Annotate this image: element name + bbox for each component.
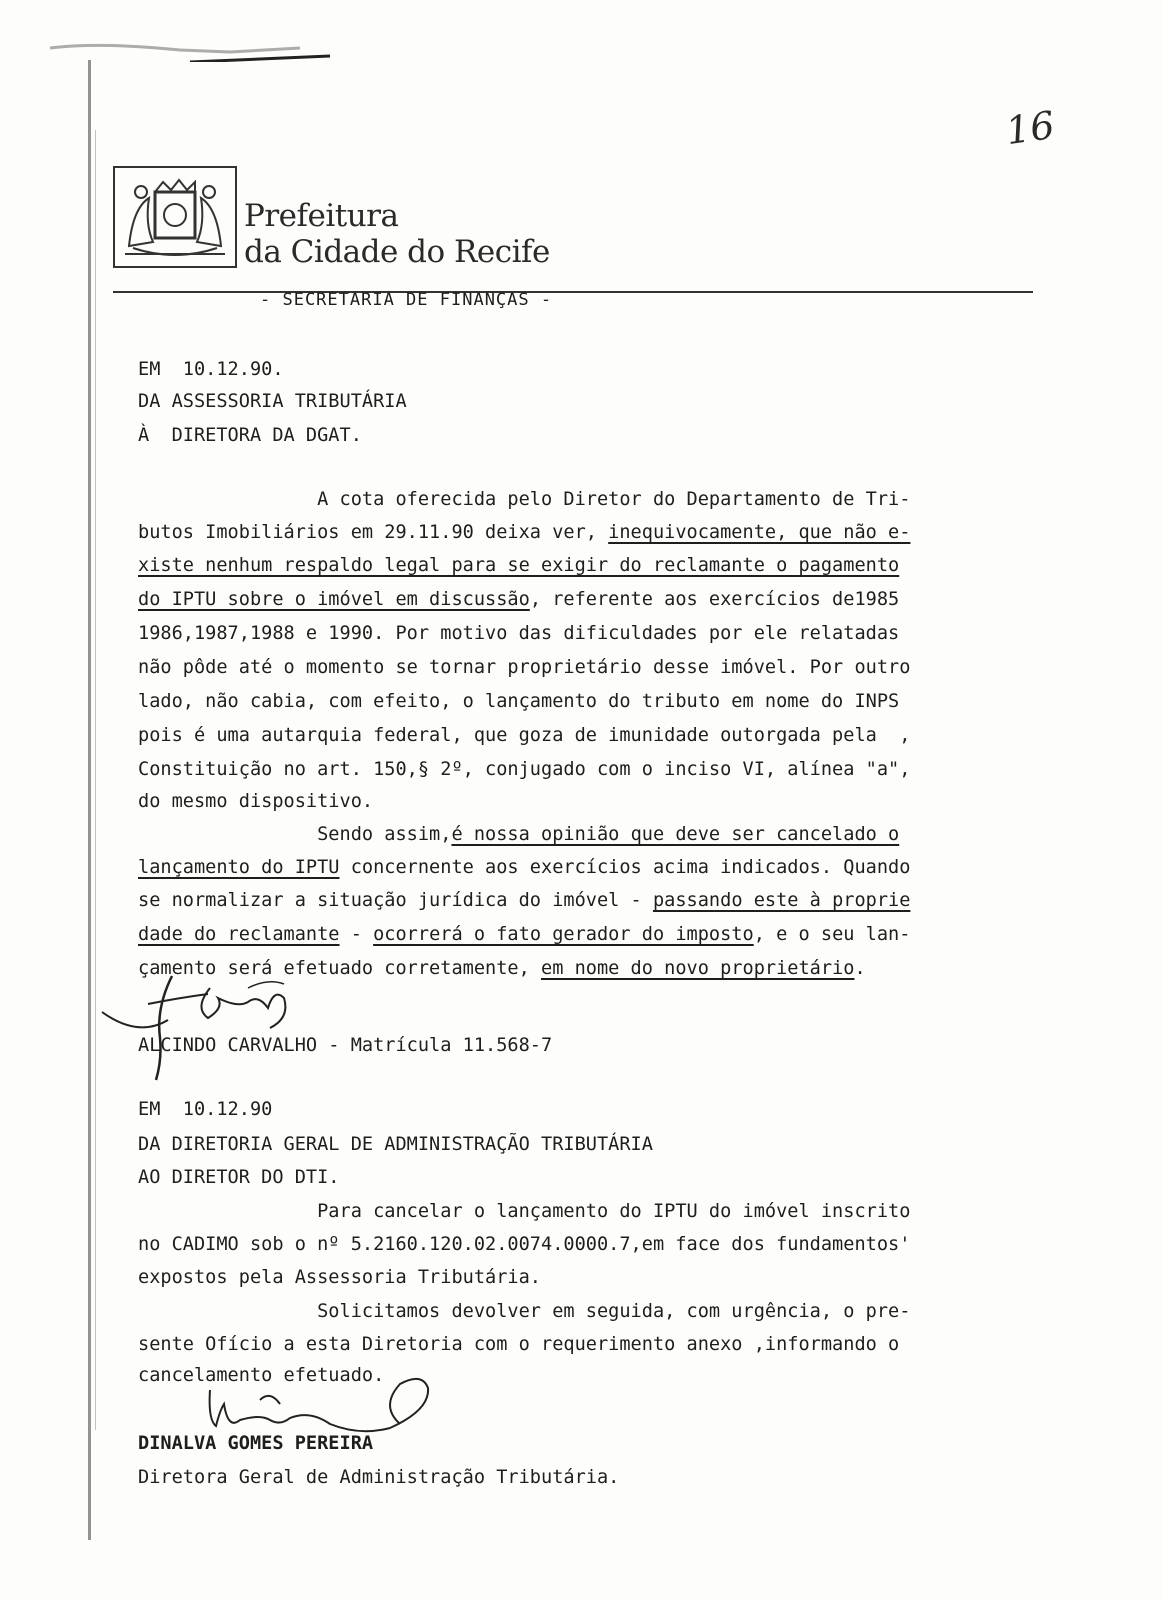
memo2-date: EM 10.12.90 — [138, 1099, 273, 1120]
scan-smudge — [40, 40, 340, 62]
department-name: - SECRETARIA DE FINANÇAS - — [260, 290, 553, 310]
memo1-p2-line — [138, 889, 910, 913]
memo2-from: DA DIRETORIA GERAL DE ADMINISTRAÇÃO TRIBUTÁRIA — [138, 1134, 653, 1155]
underlined-text: do IPTU sobre o imóvel em discussão — [138, 589, 530, 610]
text-run: . — [854, 958, 866, 979]
signature-alcindo — [98, 968, 308, 1088]
underlined-text: inequivocamente, que não e- — [608, 522, 911, 543]
scan-edge — [88, 60, 91, 1540]
memo1-p2-line — [138, 856, 910, 880]
memo2-p2-line: cancelamento efetuado. — [138, 1365, 385, 1386]
memo1-from: DA ASSESSORIA TRIBUTÁRIA — [138, 391, 407, 412]
text-run: butos Imobiliários em 29.11.90 deixa ver, — [138, 522, 609, 543]
underlined-text: em nome do novo proprietário — [541, 958, 855, 979]
memo1-to: À DIRETORA DA DGAT. — [138, 425, 362, 446]
memo2-p1-line: Para cancelar o lançamento do IPTU do imóvel inscrito — [138, 1201, 911, 1222]
city-coat-of-arms-logo — [113, 166, 237, 268]
text-run: se normalizar a situação jurídica do imóvel - — [138, 890, 653, 911]
memo2-to: AO DIRETOR DO DTI. — [138, 1167, 340, 1188]
memo1-p1-line: Constituição no art. 150,§ 2º, conjugado com o inciso VI, alínea "a", — [138, 759, 911, 780]
coat-of-arms-icon — [115, 168, 235, 266]
organization-name — [244, 198, 550, 270]
memo2-signatory-name: DINALVA GOMES PEREIRA — [138, 1433, 374, 1454]
org-name-line1: Prefeitura — [244, 198, 399, 234]
text-run: , e o seu lan- — [753, 924, 911, 945]
underlined-text: ocorrerá o fato gerador do imposto — [373, 924, 754, 945]
memo1-p1-line: 1986,1987,1988 e 1990. Por motivo das dificuldades por ele relatadas — [138, 623, 900, 644]
memo2-p1-line: expostos pela Assessoria Tributária. — [138, 1267, 541, 1288]
text-run: , referente aos exercícios de1985 — [529, 589, 900, 610]
text-run: Sendo assim, — [138, 824, 452, 845]
underlined-text: lançamento do IPTU — [138, 857, 340, 878]
memo1-date: EM 10.12.90. — [138, 359, 284, 380]
memo1-p1-line: do mesmo dispositivo. — [138, 791, 374, 812]
memo1-signatory: ALCINDO CARVALHO - Matrícula 11.568-7 — [138, 1035, 553, 1056]
memo1-p1-line — [138, 588, 899, 612]
memo2-signatory-title: Diretora Geral de Administração Tributária. — [138, 1467, 620, 1488]
memo1-p1-line: pois é uma autarquia federal, que goza de imunidade outorgada pela , — [138, 725, 911, 746]
memo2-p2-line: Solicitamos devolver em seguida, com urgência, o pre- — [138, 1301, 911, 1322]
header-rule — [113, 291, 1033, 293]
underlined-text: é nossa opinião que deve ser cancelado o — [451, 824, 900, 845]
text-run: - — [339, 924, 374, 945]
scan-edge-inner — [95, 130, 96, 1430]
memo1-p2-line — [138, 923, 910, 947]
memo1-p1-line — [138, 521, 910, 545]
underlined-text: passando este à proprie — [652, 890, 911, 911]
memo2-p1-line: no CADIMO sob o nº 5.2160.120.02.0074.0000.7,em face dos fundamentos' — [138, 1234, 911, 1255]
memo1-p1-line: A cota oferecida pelo Diretor do Departamento de Tri- — [138, 489, 911, 510]
memo1-p1-line: não pôde até o momento se tornar proprietário desse imóvel. Por outro — [138, 657, 911, 678]
memo1-p1-line: xiste nenhum respaldo legal para se exigir do reclamante o pagamento — [138, 555, 900, 576]
text-run: concernente aos exercícios acima indicados. Quando — [339, 857, 911, 878]
text-run: çamento será efetuado corretamente, — [138, 958, 541, 979]
underlined-text: dade do reclamante — [138, 924, 340, 945]
memo2-p2-line: sente Ofício a esta Diretoria com o requerimento anexo ,informando o — [138, 1334, 900, 1355]
memo1-p1-line: lado, não cabia, com efeito, o lançamento do tributo em nome do INPS — [138, 691, 900, 712]
page-number-handwritten: 16 — [1003, 102, 1058, 154]
org-name-line2: da Cidade do Recife — [244, 234, 550, 270]
memo1-p2-line — [138, 823, 899, 847]
